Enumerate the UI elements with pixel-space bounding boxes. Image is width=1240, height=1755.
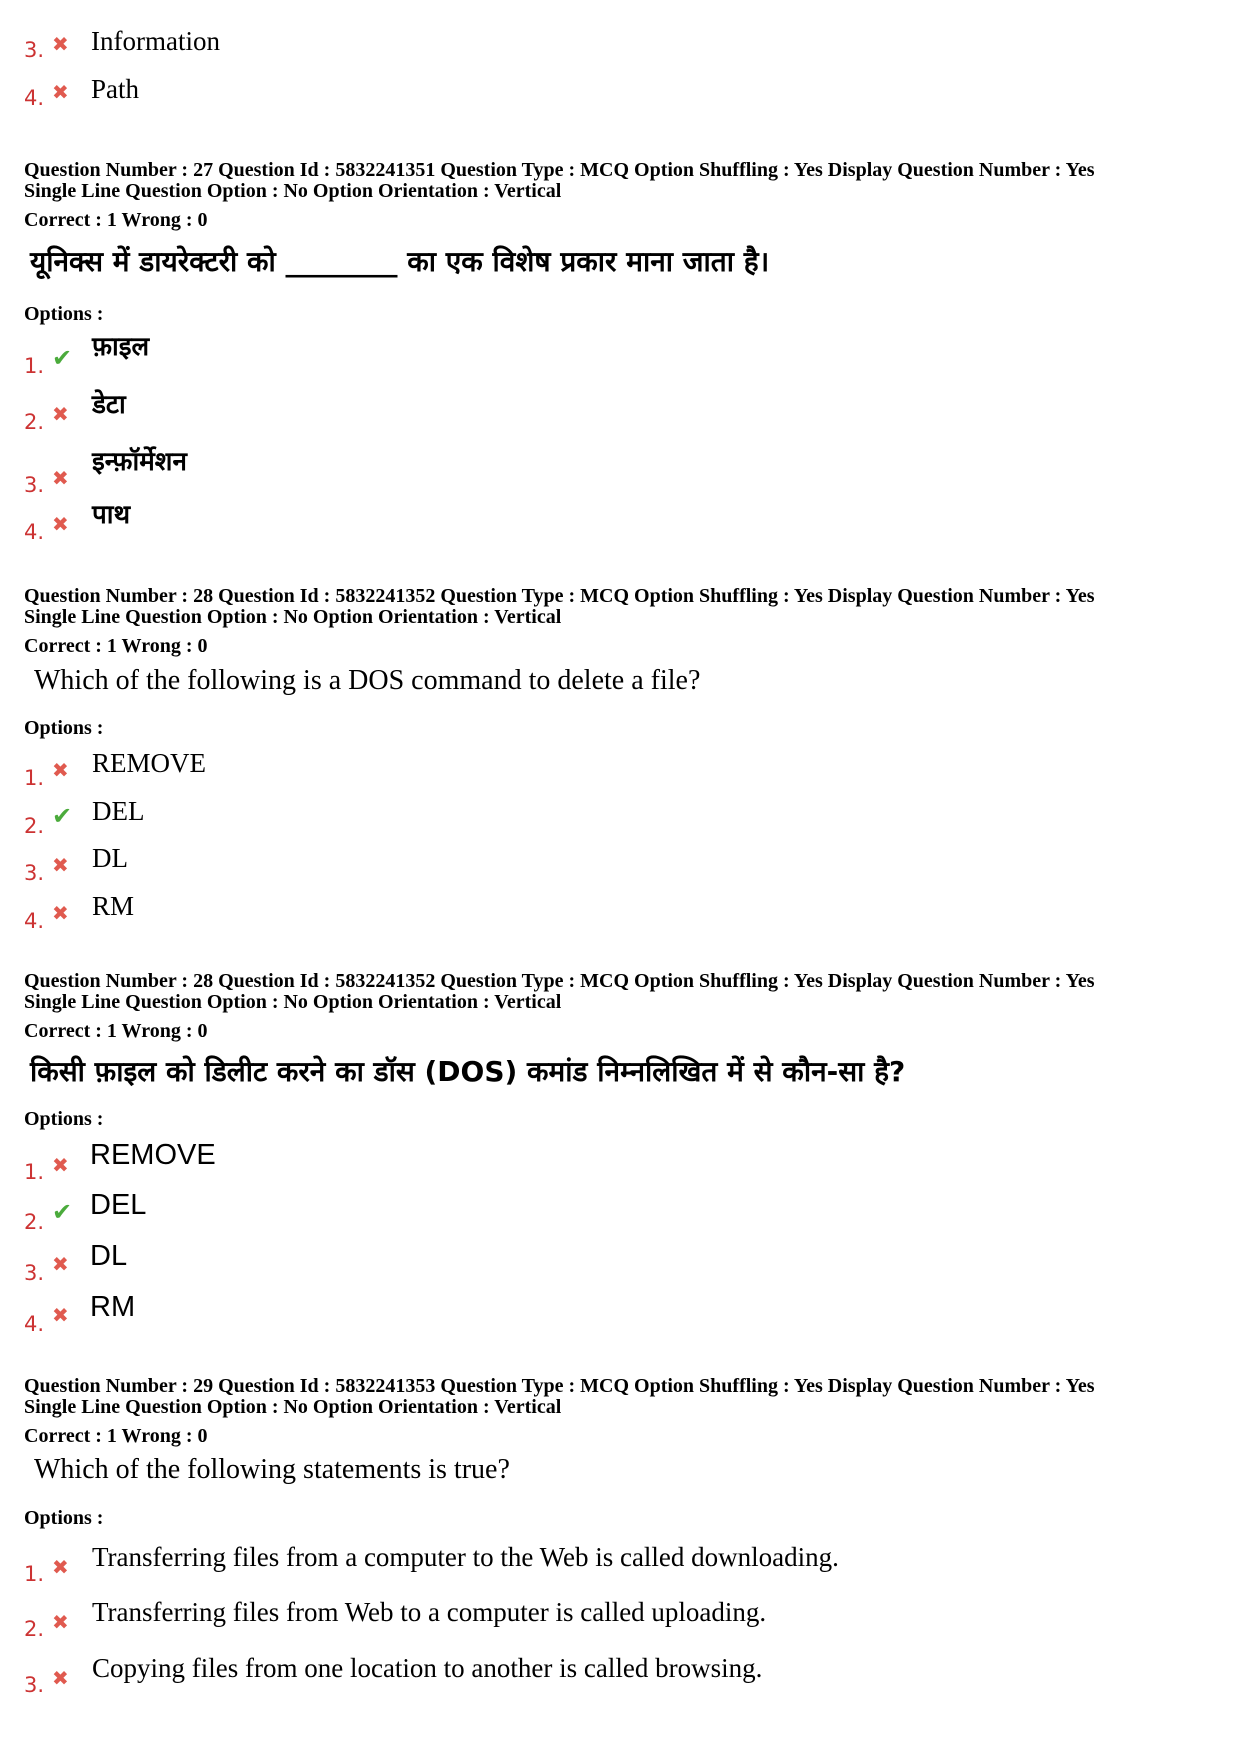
option-number: 2.	[24, 814, 45, 838]
option-text: Information	[91, 26, 220, 56]
check-mark-icon: ✔	[52, 1198, 73, 1226]
question-text: Which of the following is a DOS command to delete a file?	[34, 665, 701, 696]
cross-mark-icon: ✖	[52, 1153, 69, 1177]
question-text: किसी फ़ाइल को डिलीट करने का डॉस (DOS) कमांड निम्नलिखित में से कौन-सा है?	[30, 1055, 906, 1088]
check-mark-icon: ✔	[52, 802, 73, 830]
option-text: Path	[91, 74, 140, 104]
option-number: 1.	[24, 354, 45, 378]
option-number: 4.	[24, 520, 45, 544]
question-meta-line2: Single Line Question Option : No Option Orientation : Vertical	[24, 991, 562, 1013]
option-number: 1.	[24, 1160, 45, 1184]
question-score: Correct : 1 Wrong : 0	[24, 635, 208, 657]
option-number: 3.	[24, 1261, 45, 1285]
question-meta-line1: Question Number : 27 Question Id : 5832241351 Question Type : MCQ Option Shuffling : Yes Display Question Number : Yes	[24, 159, 1095, 181]
options-label: Options :	[24, 1108, 104, 1130]
option-text: REMOVE	[92, 748, 206, 778]
cross-mark-icon: ✖	[52, 466, 69, 490]
cross-mark-icon: ✖	[52, 1555, 69, 1579]
option-text: पाथ	[92, 500, 131, 530]
option-text: DEL	[90, 1189, 147, 1221]
cross-mark-icon: ✖	[52, 1666, 69, 1690]
cross-mark-icon: ✖	[52, 1252, 69, 1276]
option-text: फ़ाइल	[92, 332, 150, 362]
option-number: 2.	[24, 1210, 45, 1234]
option-number: 3.	[24, 473, 45, 497]
option-text: DL	[90, 1240, 128, 1272]
question-score: Correct : 1 Wrong : 0	[24, 1020, 208, 1042]
option-number: 4.	[24, 86, 45, 110]
cross-mark-icon: ✖	[52, 80, 69, 104]
option-text: DEL	[92, 796, 145, 826]
option-text: इन्फ़ॉर्मेशन	[92, 447, 187, 477]
option-number: 4.	[24, 909, 45, 933]
option-number: 1.	[24, 766, 45, 790]
options-label: Options :	[24, 1507, 104, 1529]
options-label: Options :	[24, 717, 104, 739]
question-text: यूनिक्स में डायरेक्टरी को ________ का एक विशेष प्रकार माना जाता है।	[30, 245, 770, 278]
option-text: RM	[90, 1291, 136, 1323]
check-mark-icon: ✔	[52, 344, 73, 372]
question-text: Which of the following statements is true?	[34, 1454, 510, 1485]
question-meta-line1: Question Number : 28 Question Id : 5832241352 Question Type : MCQ Option Shuffling : Yes Display Question Number : Yes	[24, 585, 1095, 607]
question-meta-line1: Question Number : 29 Question Id : 5832241353 Question Type : MCQ Option Shuffling : Yes Display Question Number : Yes	[24, 1375, 1095, 1397]
option-number: 2.	[24, 1617, 45, 1641]
option-text: DL	[92, 843, 128, 873]
option-number: 3.	[24, 1673, 45, 1697]
cross-mark-icon: ✖	[52, 1303, 69, 1327]
cross-mark-icon: ✖	[52, 512, 69, 536]
option-text: REMOVE	[90, 1139, 216, 1171]
question-meta-line2: Single Line Question Option : No Option Orientation : Vertical	[24, 1396, 562, 1418]
question-score: Correct : 1 Wrong : 0	[24, 209, 208, 231]
option-text: Transferring files from a computer to the Web is called downloading.	[92, 1542, 839, 1572]
cross-mark-icon: ✖	[52, 1610, 69, 1634]
question-score: Correct : 1 Wrong : 0	[24, 1425, 208, 1447]
cross-mark-icon: ✖	[52, 402, 69, 426]
cross-mark-icon: ✖	[52, 853, 69, 877]
cross-mark-icon: ✖	[52, 32, 69, 56]
option-number: 2.	[24, 410, 45, 434]
cross-mark-icon: ✖	[52, 758, 69, 782]
question-meta-line1: Question Number : 28 Question Id : 5832241352 Question Type : MCQ Option Shuffling : Yes Display Question Number : Yes	[24, 970, 1095, 992]
options-label: Options :	[24, 303, 104, 325]
cross-mark-icon: ✖	[52, 901, 69, 925]
option-text: Copying files from one location to another is called browsing.	[92, 1653, 763, 1683]
option-text: RM	[92, 891, 135, 921]
question-meta-line2: Single Line Question Option : No Option Orientation : Vertical	[24, 606, 562, 628]
question-meta-line2: Single Line Question Option : No Option Orientation : Vertical	[24, 180, 562, 202]
option-number: 1.	[24, 1562, 45, 1586]
option-text: डेटा	[92, 390, 126, 420]
option-number: 4.	[24, 1312, 45, 1336]
option-text: Transferring files from Web to a computer is called uploading.	[92, 1597, 767, 1627]
option-number: 3.	[24, 861, 45, 885]
option-number: 3.	[24, 38, 45, 62]
